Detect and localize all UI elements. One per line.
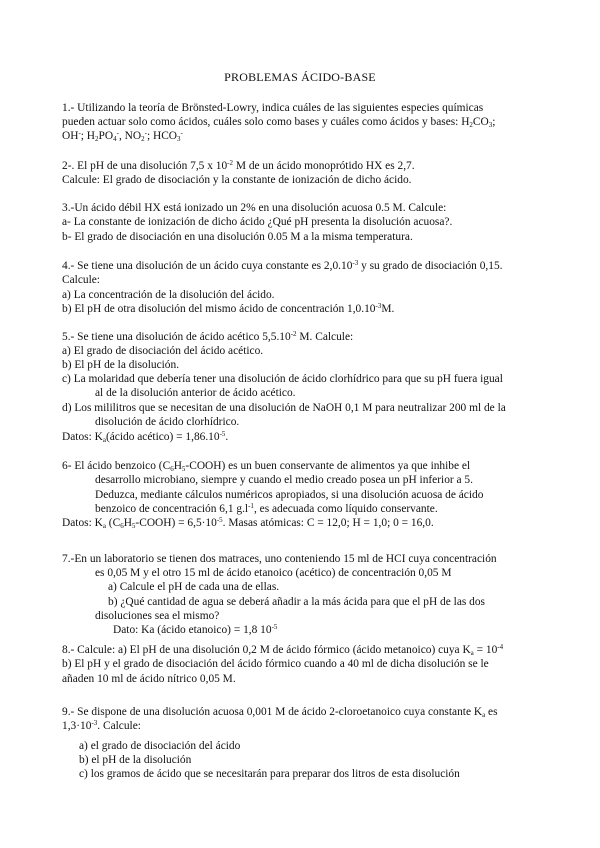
problem-1-line-2: pueden actuar solo como ácidos, cuáles solo como bases y cuáles como ácidos y bases: $H_2CO_3$; <box>62 116 496 129</box>
problem-2-line-1: 2-. El pH de una disolución 7,5 x $10^{-2}$ M de un ácido monoprótido HX es 2,7. <box>62 159 415 172</box>
problem-7-line-5: disoluciones sea el mismo? <box>95 610 220 622</box>
problem-6-data: Datos: $K_a$ $(C_6H_5-COOH) = 6,5\cdot 10^{-5}$. Masas atómicas: C = 12,0; H = 1,0; 0 = 16,0. <box>62 516 434 530</box>
problem-1-line-1: 1.- Utilizando la teoría de Brönsted-Lowry, indica cuáles de las siguientes especies químicas <box>62 102 484 114</box>
problem-6-line-2: desarrollo microbiano, siempre y cuando el medio creado posea un pH inferior a 5. <box>95 474 473 486</box>
problem-9-line-3: a) el grado de disociación del ácido <box>79 740 241 752</box>
problem-6-line-3: Deduzca, mediante cálculos numéricos apropiados, si una disolución acuosa de ácido <box>95 489 484 501</box>
problem-5-line-6: d) Los mililitros que se necesitan de una disolución de NaOH 0,1 M para neutralizar 200 ml de la <box>62 402 506 414</box>
page-title: PROBLEMAS ÁCIDO-BASE <box>224 70 376 84</box>
problem-4-line-3: a) La concentración de la disolución del ácido. <box>62 289 275 301</box>
problem-5-line-7: disolución de ácido clorhídrico. <box>95 416 240 428</box>
problem-4-line-4: b) El pH de otra disolución del mismo ácido de concentración $1,0.10^{-3}M$. <box>62 302 395 315</box>
problem-9-line-5: c) los gramos de ácido que se necesitarán para preparar dos litros de esta disolución <box>79 768 460 780</box>
problem-1-line-3: OH-; $H_2PO_4^-$, $NO_2^-$; $HCO_3^-$ <box>62 129 183 143</box>
problem-5-line-2: a) El grado de disociación del ácido acético. <box>62 345 264 357</box>
problem-5-line-5: al de la disolución anterior de ácido acético. <box>95 387 296 399</box>
problem-7-data: Dato: Ka (ácido etanoico) = 1,8 $10^{-5}$ <box>113 623 278 636</box>
problem-8-line-1: 8.- Calcule: a) El pH de una disolución 0,2 M de ácido fórmico (ácido metanoico) cuya $K_a = 10^{-4}$ <box>62 643 504 657</box>
problem-9-line-2: $1,3\cdot 10^{-3}$. Calcule: <box>62 719 141 732</box>
problem-2-line-2: Calcule: El grado de disociación y la constante de ionización de dicho ácido. <box>62 174 412 186</box>
problem-5-line-4: c) La molaridad que debería tener una disolución de ácido clorhídrico para que su pH fuera igual <box>62 373 503 385</box>
problem-7-line-1: 7.-En un laboratorio se tienen dos matraces, uno conteniendo 15 ml de HCI cuya concentración <box>62 553 497 565</box>
problem-8-line-3: añaden 10 ml de ácido nítrico 0,05 M. <box>62 673 236 685</box>
problem-3-line-1: 3.-Un ácido débil HX está ionizado un 2% en una disolución acuosa 0.5 M. Calcule: <box>62 202 447 214</box>
problem-5-line-1: 5.- Se tiene una disolución de ácido acético $5,5.10^{-2}$ M. Calcule: <box>62 330 354 343</box>
problem-9-line-1: 9.- Se dispone de una disolución acuosa 0,001 M de ácido 2-cloroetanoico cuya constante $K_a$ es <box>62 706 498 719</box>
problem-5-data: Datos: $K_a(ácido$ acético) = $1,86.10^{-5}$. <box>62 430 229 444</box>
problem-7-line-4: b) ¿Qué cantidad de agua se deberá añadir a la más ácida para que el pH de las dos <box>108 596 485 608</box>
problem-6-line-1: 6- El ácido benzoico $(C_6H_5-COOH)$ es un buen conservante de alimentos ya que inhibe el <box>62 460 471 473</box>
problem-9-line-4: b) el pH de la disolución <box>79 754 192 766</box>
problem-7-line-2: es 0,05 M y el otro 15 ml de ácido etanoico (acético) de concentración 0,05 M <box>95 567 452 579</box>
problem-6-line-4: benzoico de concentración 6,1 $g.l^{-1}$, es adecuada como líquido conservante. <box>95 502 438 515</box>
problem-3-line-2: a- La constante de ionización de dicho ácido ¿Qué pH presenta la disolución acuosa?. <box>62 216 453 228</box>
problem-8-line-2: b) El pH y el grado de disociación del ácido fórmico cuando a 40 ml de dicha disolución se le <box>62 658 489 670</box>
problem-3-line-3: b- El grado de disociación en una disolución 0.05 M a la misma temperatura. <box>62 231 413 243</box>
problem-7-line-3: a) Calcule el pH de cada una de ellas. <box>108 581 280 593</box>
problem-4-line-2: Calcule: <box>62 274 100 286</box>
problem-4-line-1: 4.- Se tiene una disolución de un ácido cuya constante es $2,0.10^{-3}$ y su grado de disociación 0,15. <box>62 259 503 272</box>
problem-5-line-3: b) El pH de la disolución. <box>62 359 180 371</box>
